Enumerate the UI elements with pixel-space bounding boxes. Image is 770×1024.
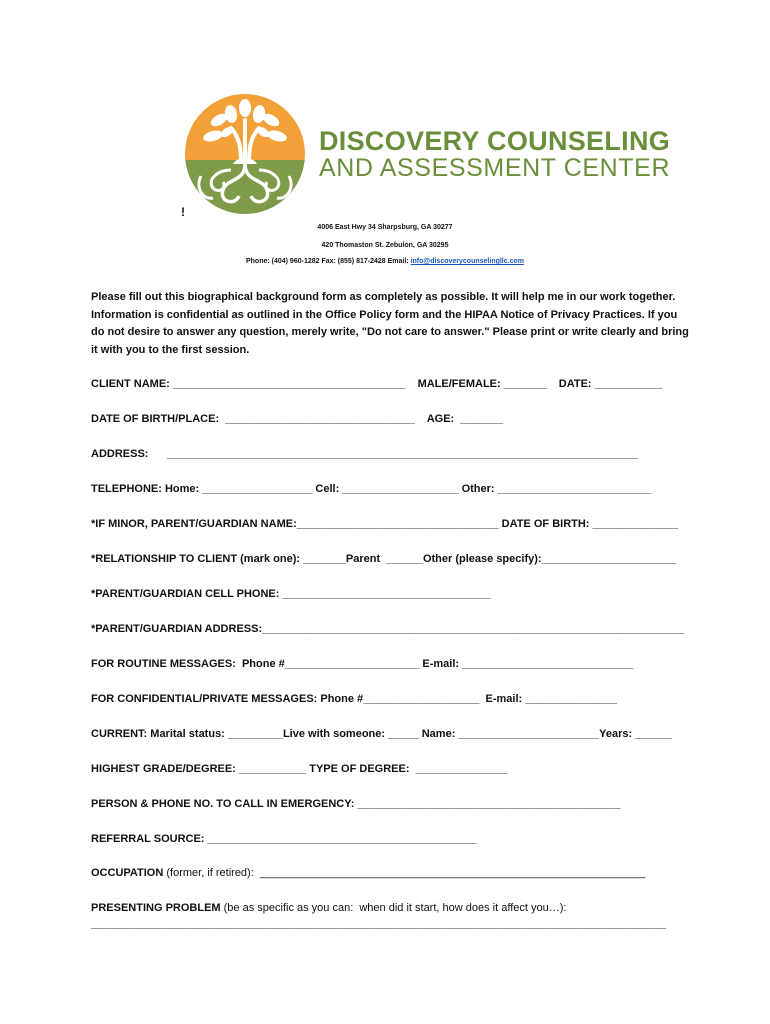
- logo: [183, 92, 671, 220]
- occupation-row[interactable]: [91, 866, 645, 880]
- intro-paragraph: Please fill out this biographical background form as completely as possible. It will help me in our work together. Information is confidential as outlined in the Office Policy form and the HIPAA Notice of Privacy Practices. If you do not desire to answer any question, merely write, "Do not care to answer." Please print or write clearly and bring it with you to the first session.: [91, 291, 689, 356]
- routine-messages-row[interactable]: FOR ROUTINE MESSAGES: Phone #______________________ E-mail: ____________________________: [91, 658, 634, 670]
- current-status-row[interactable]: CURRENT: Marital status: _________Live with someone: _____ Name: _______________________Years: ______: [91, 728, 672, 740]
- referral-source-row[interactable]: REFERRAL SOURCE: ____________________________________________: [91, 833, 477, 845]
- brand-subtitle: AND ASSESSMENT CENTER: [319, 154, 671, 182]
- email-link[interactable]: info@discoverycounselingllc.com: [410, 258, 524, 265]
- tree-logo-icon: [183, 92, 307, 216]
- presenting-problem-line[interactable]: ______________________________________________________________________________________________: [91, 918, 667, 930]
- presenting-problem-hint: (be as specific as you can: when did it start, how does it affect you…):: [220, 902, 567, 914]
- relationship-row[interactable]: *RELATIONSHIP TO CLIENT (mark one): _______Parent ______Other (please specify):______________________: [91, 553, 677, 565]
- client-name-row[interactable]: CLIENT NAME: ______________________________________ MALE/FEMALE: _______ DATE: ___________: [91, 378, 662, 390]
- confidential-messages-row[interactable]: FOR CONFIDENTIAL/PRIVATE MESSAGES: Phone #___________________ E-mail: _______________: [91, 693, 618, 705]
- contact-text: Phone: (404) 960-1282 Fax: (855) 817-2428 Email:: [245, 258, 411, 265]
- address-line-1: 4006 East Hwy 34 Sharpsburg, GA 30277: [317, 224, 453, 231]
- presenting-problem-label: PRESENTING PROBLEM: [91, 902, 221, 914]
- emergency-contact-row[interactable]: PERSON & PHONE NO. TO CALL IN EMERGENCY: ___________________________________________: [91, 798, 621, 810]
- stray-mark: !: [181, 205, 185, 219]
- minor-guardian-row[interactable]: *IF MINOR, PARENT/GUARDIAN NAME:_________________________________ DATE OF BIRTH: ______________: [91, 518, 679, 530]
- contact-line: [0, 258, 770, 265]
- address-row[interactable]: ADDRESS: _____________________________________________________________________________: [91, 448, 638, 460]
- dob-row[interactable]: DATE OF BIRTH/PLACE: _______________________________ AGE: _______: [91, 413, 504, 425]
- guardian-phone-row[interactable]: *PARENT/GUARDIAN CELL PHONE: __________________________________: [91, 588, 491, 600]
- occupation-hint: (former, if retired): _______________________________________________________________: [163, 867, 646, 879]
- brand-name: DISCOVERY COUNSELING: [319, 126, 671, 156]
- telephone-row[interactable]: TELEPHONE: Home: __________________ Cell: ___________________ Other: _________________________: [91, 483, 651, 495]
- presenting-problem-row: [91, 901, 566, 915]
- address-line-2: 420 Thomaston St. Zebulon, GA 30295: [321, 242, 449, 249]
- occupation-label: OCCUPATION: [91, 867, 164, 879]
- guardian-address-row[interactable]: *PARENT/GUARDIAN ADDRESS:_____________________________________________________________________: [91, 623, 685, 635]
- grade-degree-row[interactable]: HIGHEST GRADE/DEGREE: ___________ TYPE OF DEGREE: _______________: [91, 763, 508, 775]
